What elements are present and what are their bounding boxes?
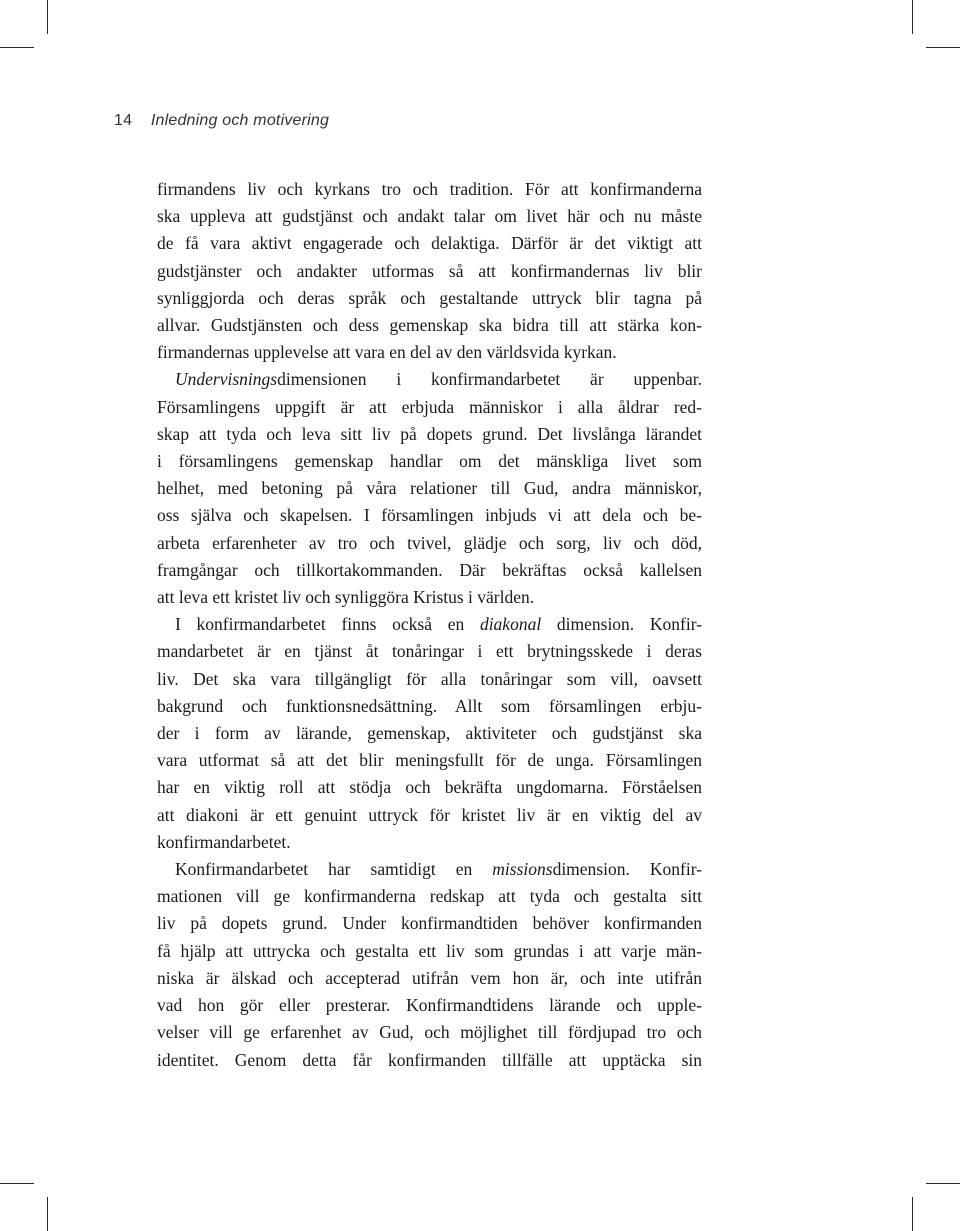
text-line: har en viktig roll att stödja och bekräfta ungdomarna. Förståelsen bbox=[157, 777, 702, 798]
text-line: få hjälp att uttrycka och gestalta ett liv som grundas i att varje män- bbox=[157, 940, 702, 961]
page-number: 14 bbox=[114, 112, 133, 129]
paragraph-start bbox=[157, 366, 702, 393]
text-line: gudstjänster och andakter utformas så att konfirmandernas liv blir bbox=[157, 260, 702, 281]
crop-mark-bottom-right-horizontal bbox=[926, 1183, 960, 1184]
text-line: de få vara aktivt engagerade och delaktiga. Därför är det viktigt att bbox=[157, 233, 702, 254]
crop-mark-top-left-vertical bbox=[47, 0, 48, 34]
text-line: mationen vill ge konfirmanderna redskap att tyda och gestalta sitt bbox=[157, 886, 702, 907]
text-line: allvar. Gudstjänsten och dess gemenskap ska bidra till att stärka kon- bbox=[157, 315, 702, 336]
text-line: bakgrund och funktionsnedsättning. Allt som församlingen erbju- bbox=[157, 695, 702, 716]
running-header bbox=[114, 112, 329, 130]
text-fragment: Konfirmandarbetet har samtidigt en bbox=[175, 859, 493, 880]
text-fragment: dimension. Konfir- bbox=[556, 614, 703, 635]
text-line: i församlingens gemenskap handlar om det mänskliga livet som bbox=[157, 451, 702, 472]
text-line: arbeta erfarenheter av tro och tvivel, glädje och sorg, liv och död, bbox=[157, 532, 702, 553]
chapter-title: Inledning och motivering bbox=[150, 112, 330, 129]
text-line: ska uppleva att gudstjänst och andakt talar om livet här och nu måste bbox=[157, 206, 702, 227]
text-line: vara utformat så att det blir meningsfullt för de unga. Församlingen bbox=[157, 750, 702, 771]
emphasis-undervisnings: Undervisnings bbox=[175, 369, 278, 390]
paragraph-start bbox=[157, 856, 702, 883]
text-line: vad hon gör eller presterar. Konfirmandtidens lärande och upple- bbox=[157, 995, 702, 1016]
emphasis-missions: missions bbox=[492, 859, 553, 880]
text-line: niska är älskad och accepterad utifrån vem hon är, och inte utifrån bbox=[157, 967, 702, 988]
text-line: skap att tyda och leva sitt liv på dopets grund. Det livslånga lärandet bbox=[157, 423, 702, 444]
text-line: der i form av lärande, gemenskap, aktiviteter och gudstjänst ska bbox=[157, 723, 702, 744]
text-line: att leva ett kristet liv och synliggöra Kristus i världen. bbox=[157, 587, 535, 608]
text-line: synliggjorda och deras språk och gestaltande uttryck blir tagna på bbox=[157, 287, 702, 308]
text-line: liv på dopets grund. Under konfirmandtiden behöver konfirmanden bbox=[157, 913, 702, 934]
text-fragment: dimensionen i konfirmandarbetet är uppenbar. bbox=[277, 369, 702, 390]
emphasis-diakonal: diakonal bbox=[479, 614, 542, 635]
text-line: att diakoni är ett genuint uttryck för kristet liv är en viktig del av bbox=[157, 804, 702, 825]
paragraph-start bbox=[157, 611, 702, 638]
text-line: liv. Det ska vara tillgängligt för alla tonåringar som vill, oavsett bbox=[157, 668, 702, 689]
text-line: mandarbetet är en tjänst åt tonåringar i ett brytningsskede i deras bbox=[157, 641, 702, 662]
text-line: Församlingens uppgift är att erbjuda människor i alla åldrar red- bbox=[157, 396, 702, 417]
text-fragment: I konfirmandarbetet finns också en bbox=[175, 614, 480, 635]
crop-mark-bottom-left-horizontal bbox=[0, 1183, 34, 1184]
crop-mark-bottom-left-vertical bbox=[47, 1197, 48, 1231]
text-line: velser vill ge erfarenhet av Gud, och möjlighet till fördjupad tro och bbox=[157, 1022, 702, 1043]
text-line: helhet, med betoning på våra relationer till Gud, andra människor, bbox=[157, 478, 702, 499]
body-text bbox=[157, 176, 702, 1074]
crop-mark-top-right-vertical bbox=[912, 0, 913, 34]
text-line: firmandens liv och kyrkans tro och tradition. För att konfirmanderna bbox=[157, 179, 702, 199]
text-line: framgångar och tillkortakommanden. Där bekräftas också kallelsen bbox=[157, 559, 702, 580]
text-line: firmandernas upplevelse att vara en del av den världsvida kyrkan. bbox=[157, 342, 617, 363]
crop-mark-bottom-right-vertical bbox=[912, 1197, 913, 1231]
text-line: oss själva och skapelsen. I församlingen inbjuds vi att dela och be- bbox=[157, 505, 702, 526]
text-line: konfirmandarbetet. bbox=[157, 831, 291, 852]
text-line: identitet. Genom detta får konfirmanden tillfälle att upptäcka sin bbox=[157, 1049, 702, 1070]
text-fragment: dimension. Konfir- bbox=[552, 859, 703, 880]
crop-mark-top-right-horizontal bbox=[926, 47, 960, 48]
crop-mark-top-left-horizontal bbox=[0, 47, 34, 48]
